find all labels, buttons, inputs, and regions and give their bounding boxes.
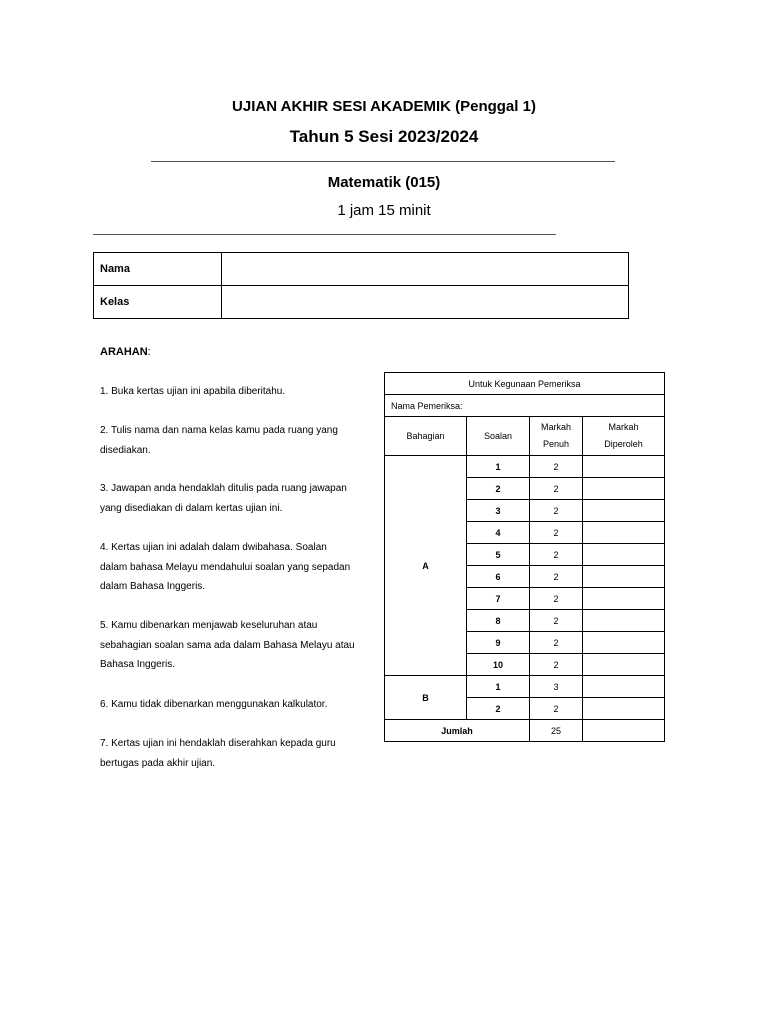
question-number-cell: 2 [467,478,530,500]
instruction-item [100,734,380,773]
divider-line [151,161,615,162]
instruction-item [100,538,380,597]
question-number-cell: 7 [467,588,530,610]
full-marks-cell: 2 [530,588,583,610]
question-number-cell: 5 [467,544,530,566]
subject-title: Matematik (015) [327,174,441,191]
question-header: Soalan [467,417,530,456]
full-marks-cell: 2 [530,456,583,478]
full-marks-cell: 2 [530,698,583,720]
full-marks-header [530,417,583,456]
name-label: Nama [94,253,222,286]
name-row [94,253,629,286]
full-marks-cell: 2 [530,610,583,632]
instruction-item [100,421,380,460]
section-header: Bahagian [385,417,467,456]
full-marks-cell: 2 [530,522,583,544]
instruction-line: 5. Kamu dibenarkan menjawab keseluruhan atau [100,620,318,631]
instructions-title: ARAHAN [100,346,148,358]
instruction-line: 7. Kertas ujian ini hendaklah diserahkan kepada guru [100,738,336,749]
class-field[interactable] [222,286,629,319]
instruction-line: disediakan. [100,444,151,456]
total-obtained-marks[interactable] [583,720,665,742]
table-row [385,456,665,478]
instruction-line: 2. Tulis nama dan nama kelas kamu pada ruang yang [100,425,338,436]
instruction-line: bertugas pada akhir ujian. [100,757,216,769]
total-full-marks: 25 [530,720,583,742]
instruction-line: 6. Kamu tidak dibenarkan menggunakan kalkulator. [100,699,328,710]
question-number-cell: 8 [467,610,530,632]
full-marks-header-line: Markah [540,422,571,432]
table-caption-row [385,373,665,395]
question-number-cell: 3 [467,500,530,522]
exam-title: UJIAN AKHIR SESI AKADEMIK (Penggal 1) [232,98,536,115]
divider-line [93,234,556,235]
instruction-item [100,382,380,402]
obtained-marks-cell[interactable] [583,456,665,478]
question-number-cell: 4 [467,522,530,544]
obtained-marks-cell[interactable] [583,632,665,654]
instructions-heading: ARAHAN: [100,346,151,358]
obtained-marks-cell[interactable] [583,544,665,566]
obtained-marks-cell[interactable] [583,610,665,632]
full-marks-cell: 2 [530,654,583,676]
name-field[interactable] [222,253,629,286]
total-row [385,720,665,742]
obtained-marks-cell[interactable] [583,500,665,522]
obtained-marks-cell[interactable] [583,698,665,720]
full-marks-cell: 2 [530,566,583,588]
instruction-line: dalam bahasa Melayu mendahului soalan yang sepadan [100,561,351,573]
question-number-cell: 10 [467,654,530,676]
obtained-marks-cell[interactable] [583,522,665,544]
obtained-marks-cell[interactable] [583,654,665,676]
full-marks-cell: 2 [530,478,583,500]
instruction-item [100,616,380,675]
question-number-cell: 6 [467,566,530,588]
obtained-marks-cell[interactable] [583,676,665,698]
examiner-marks-table [384,372,665,742]
instruction-line: yang disediakan di dalam kertas ujian ini. [100,502,283,514]
full-marks-cell: 3 [530,676,583,698]
question-number-cell: 1 [467,676,530,698]
instruction-line: Bahasa Inggeris. [100,659,176,670]
question-number-cell: 9 [467,632,530,654]
instruction-line: 3. Jawapan anda hendaklah ditulis pada ruang jawapan [100,483,347,494]
exam-duration: 1 jam 15 minit [337,202,431,219]
instruction-item [100,695,380,715]
total-label: Jumlah [385,720,530,742]
year-session: Tahun 5 Sesi 2023/2024 [289,127,479,146]
examiner-name-field[interactable]: Nama Pemeriksa: [385,395,665,417]
table-row [385,676,665,698]
obtained-marks-cell[interactable] [583,588,665,610]
instruction-item [100,479,380,518]
table-caption: Untuk Kegunaan Pemeriksa [385,373,665,395]
instruction-line: dalam Bahasa Inggeris. [100,581,206,592]
instruction-line: 4. Kertas ujian ini adalah dalam dwibahasa. Soalan [100,542,327,553]
examiner-row [385,395,665,417]
instruction-line: sebahagian soalan sama ada dalam Bahasa Melayu atau [100,639,355,651]
student-identity-table [93,252,629,319]
full-marks-cell: 2 [530,500,583,522]
obtained-marks-header [583,417,665,456]
question-number-cell: 2 [467,698,530,720]
full-marks-header-line: Penuh [542,439,570,449]
instruction-line: 1. Buka kertas ujian ini apabila diberitahu. [100,386,286,397]
obtained-marks-cell[interactable] [583,566,665,588]
obtained-marks-header-line: Markah [608,422,639,432]
class-label: Kelas [94,286,222,319]
section-cell: A [385,456,467,676]
header-row [385,417,665,456]
section-cell: B [385,676,467,720]
full-marks-cell: 2 [530,544,583,566]
full-marks-cell: 2 [530,632,583,654]
question-number-cell: 1 [467,456,530,478]
obtained-marks-cell[interactable] [583,478,665,500]
class-row [94,286,629,319]
obtained-marks-header-line: Diperoleh [604,439,643,449]
